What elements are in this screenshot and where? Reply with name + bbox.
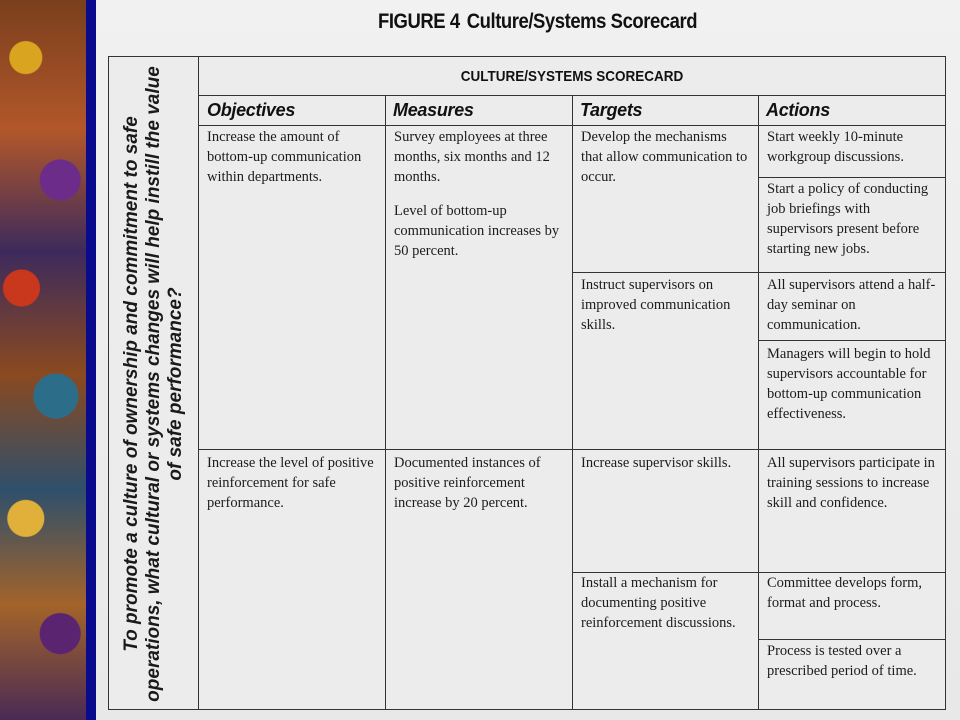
action-1c-cell <box>759 275 945 335</box>
rule-action-2 <box>758 340 945 341</box>
action-1a: Start weekly 10-minute workgroup discussions. <box>767 129 904 165</box>
action-2c: Process is tested over a prescribed period of time. <box>767 643 917 679</box>
rule-action-3 <box>758 639 945 640</box>
action-1d-cell <box>759 344 945 424</box>
action-1a-cell <box>759 127 945 167</box>
objective-2-text: Increase the level of positive reinforcement for safe performance. <box>207 455 374 511</box>
measure-1b: Level of bottom-up communication increases by 50 percent. <box>394 203 560 259</box>
scorecard-title: CULTURE/SYSTEMS SCORECARD <box>460 67 684 85</box>
action-2a: All supervisors participate in training sessions to increase skill and confidence. <box>767 455 935 511</box>
measures-2-cell <box>386 453 570 513</box>
decorative-artwork-strip <box>0 0 86 720</box>
objective-1-text: Increase the amount of bottom-up communication within departments. <box>207 129 362 185</box>
header-targets: Targets <box>580 99 643 120</box>
target-2a: Increase supervisor skills. <box>581 455 732 471</box>
action-1c: All supervisors attend a half-day seminar on communication. <box>767 277 936 333</box>
slide-accent-bar <box>86 0 96 720</box>
target-1a-cell <box>573 127 757 187</box>
measure-2a: Documented instances of positive reinforcement increase by 20 percent. <box>394 455 541 511</box>
header-actions: Actions <box>766 99 830 120</box>
target-1b: Instruct supervisors on improved communication skills. <box>581 277 731 333</box>
target-1a: Develop the mechanisms that allow communication to occur. <box>581 129 748 185</box>
figure-label: FIGURE 4 <box>378 10 460 33</box>
target-2a-cell <box>573 453 757 473</box>
figure-title <box>378 10 697 34</box>
header-objectives: Objectives <box>207 99 296 120</box>
scorecard-table <box>198 56 946 710</box>
objective-2-cell <box>199 453 383 513</box>
measures-1-cell <box>386 127 570 261</box>
action-1d: Managers will begin to hold supervisors accountable for bottom-up communication effectiveness. <box>767 346 931 422</box>
action-2b: Committee develops form, format and process. <box>767 575 923 611</box>
rule-action-1 <box>758 177 945 178</box>
target-2b-cell <box>573 573 757 633</box>
header-measures: Measures <box>393 99 474 120</box>
target-2b: Install a mechanism for documenting positive reinforcement discussions. <box>581 575 736 631</box>
action-1b: Start a policy of conducting job briefings with supervisors present before starting new jobs. <box>767 181 929 257</box>
side-question-column <box>108 56 198 710</box>
action-2c-cell <box>759 641 945 681</box>
objective-1-cell <box>199 127 383 187</box>
target-1b-cell <box>573 275 757 335</box>
action-2a-cell <box>759 453 945 513</box>
action-1b-cell <box>759 179 945 259</box>
side-question: To promote a culture of ownership and commitment to safe operations, what cultural or systems changes will help instill the value of safe performance? <box>121 66 186 702</box>
figure-title-text: Culture/Systems Scorecard <box>466 10 698 33</box>
action-2b-cell <box>759 573 945 613</box>
measure-1a: Survey employees at three months, six months and 12 months. <box>394 129 550 185</box>
